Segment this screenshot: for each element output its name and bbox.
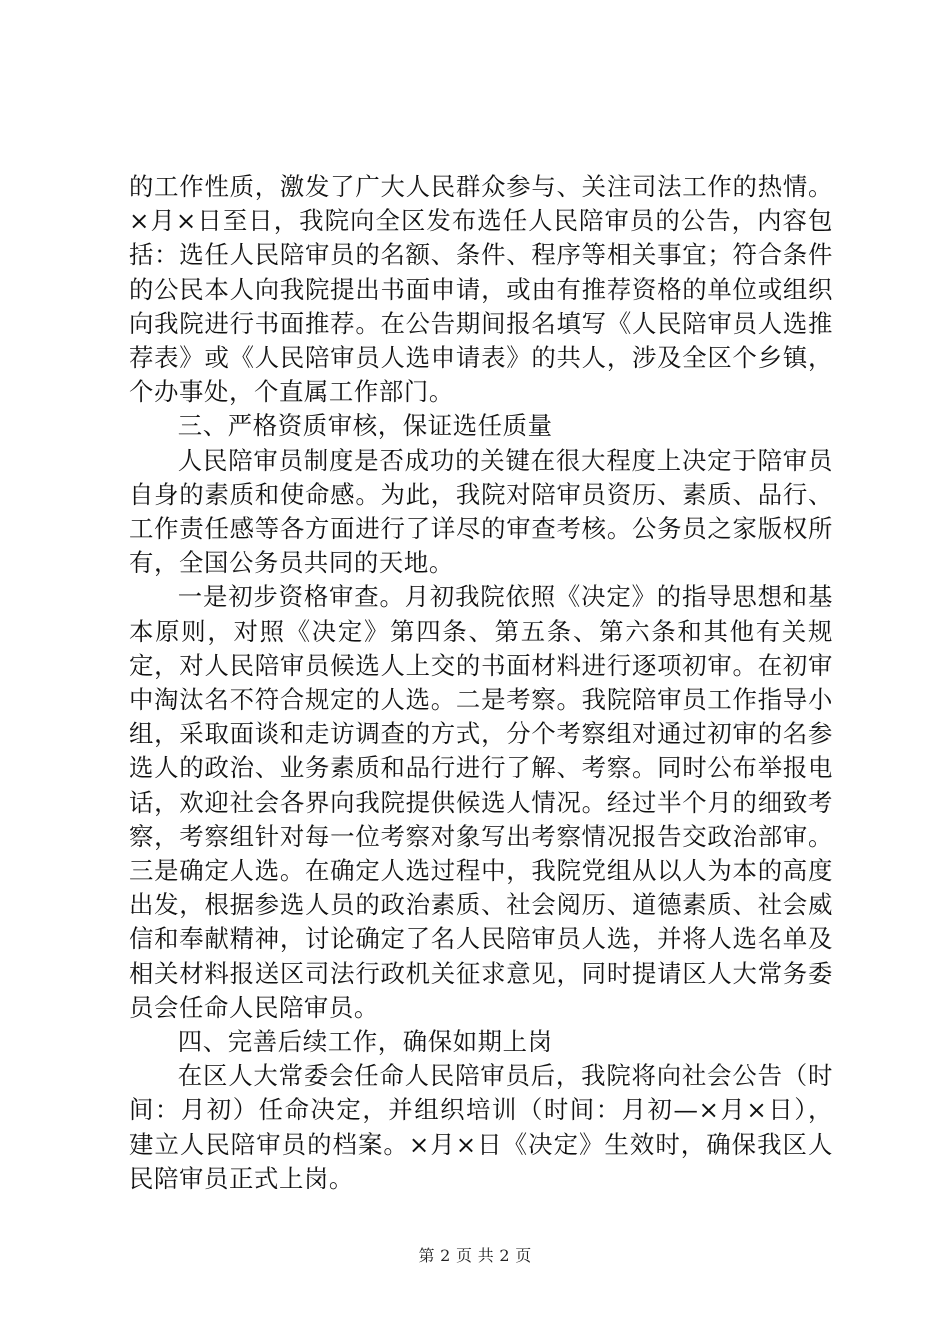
document-body <box>129 170 833 1196</box>
paragraph-qualification-review: 人民陪审员制度是否成功的关键在很大程度上决定于陪审员自身的素质和使命感。为此，我院对陪审员资历、素质、品行、工作责任感等各方面进行了详尽的审查考核。公务员之家版权所有，全国公务员共同的天地。 <box>129 445 833 578</box>
paragraph-follow-up: 在区人大常委会任命人民陪审员后，我院将向社会公告（时间：月初）任命决定，并组织培训（时间：月初—×月×日），建立人民陪审员的档案。×月×日《决定》生效时，确保我区人民陪审员正式上岗。 <box>129 1061 833 1193</box>
page-footer: 第 2 页 共 2 页 <box>418 1246 532 1265</box>
paragraph-continuation: 的工作性质，激发了广大人民群众参与、关注司法工作的热情。×月×日至日，我院向全区发布选任人民陪审员的公告，内容包括：选任人民陪审员的名额、条件、程序等相关事宜；符合条件的公民本人向我院提出书面申请，或由有推荐资格的单位或组织向我院进行书面推荐。在公告期间报名填写《人民陪审员人选推荐表》或《人民陪审员人选申请表》的共人，涉及全区个乡镇，个办事处，个直属工作部门。 <box>129 172 833 407</box>
section-heading-three: 三、严格资质审核，保证选任质量 <box>177 411 553 441</box>
section-heading-four: 四、完善后续工作，确保如期上岗 <box>177 1027 553 1057</box>
paragraph-review-steps: 一是初步资格审查。月初我院依照《决定》的指导思想和基本原则，对照《决定》第四条、第五条、第六条和其他有关规定，对人民陪审员候选人上交的书面材料进行逐项初审。在初审中淘汰名不符合规定的人选。二是考察。我院陪审员工作指导小组，采取面谈和走访调查的方式，分个考察组对通过初审的名参选人的政治、业务素质和品行进行了解、考察。同时公布举报电话，欢迎社会各界向我院提供候选人情况。经过半个月的细致考察，考察组针对每一位考察对象写出考察情况报告交政治部审。三是确定人选。在确定人选过程中，我院党组从以人为本的高度出发，根据参选人员的政治素质、社会阅历、道德素质、社会威信和奉献精神，讨论确定了名人民陪审员人选，并将人选名单及相关材料报送区司法行政机关征求意见，同时提请区人大常务委员会任命人民陪审员。 <box>129 582 833 1022</box>
